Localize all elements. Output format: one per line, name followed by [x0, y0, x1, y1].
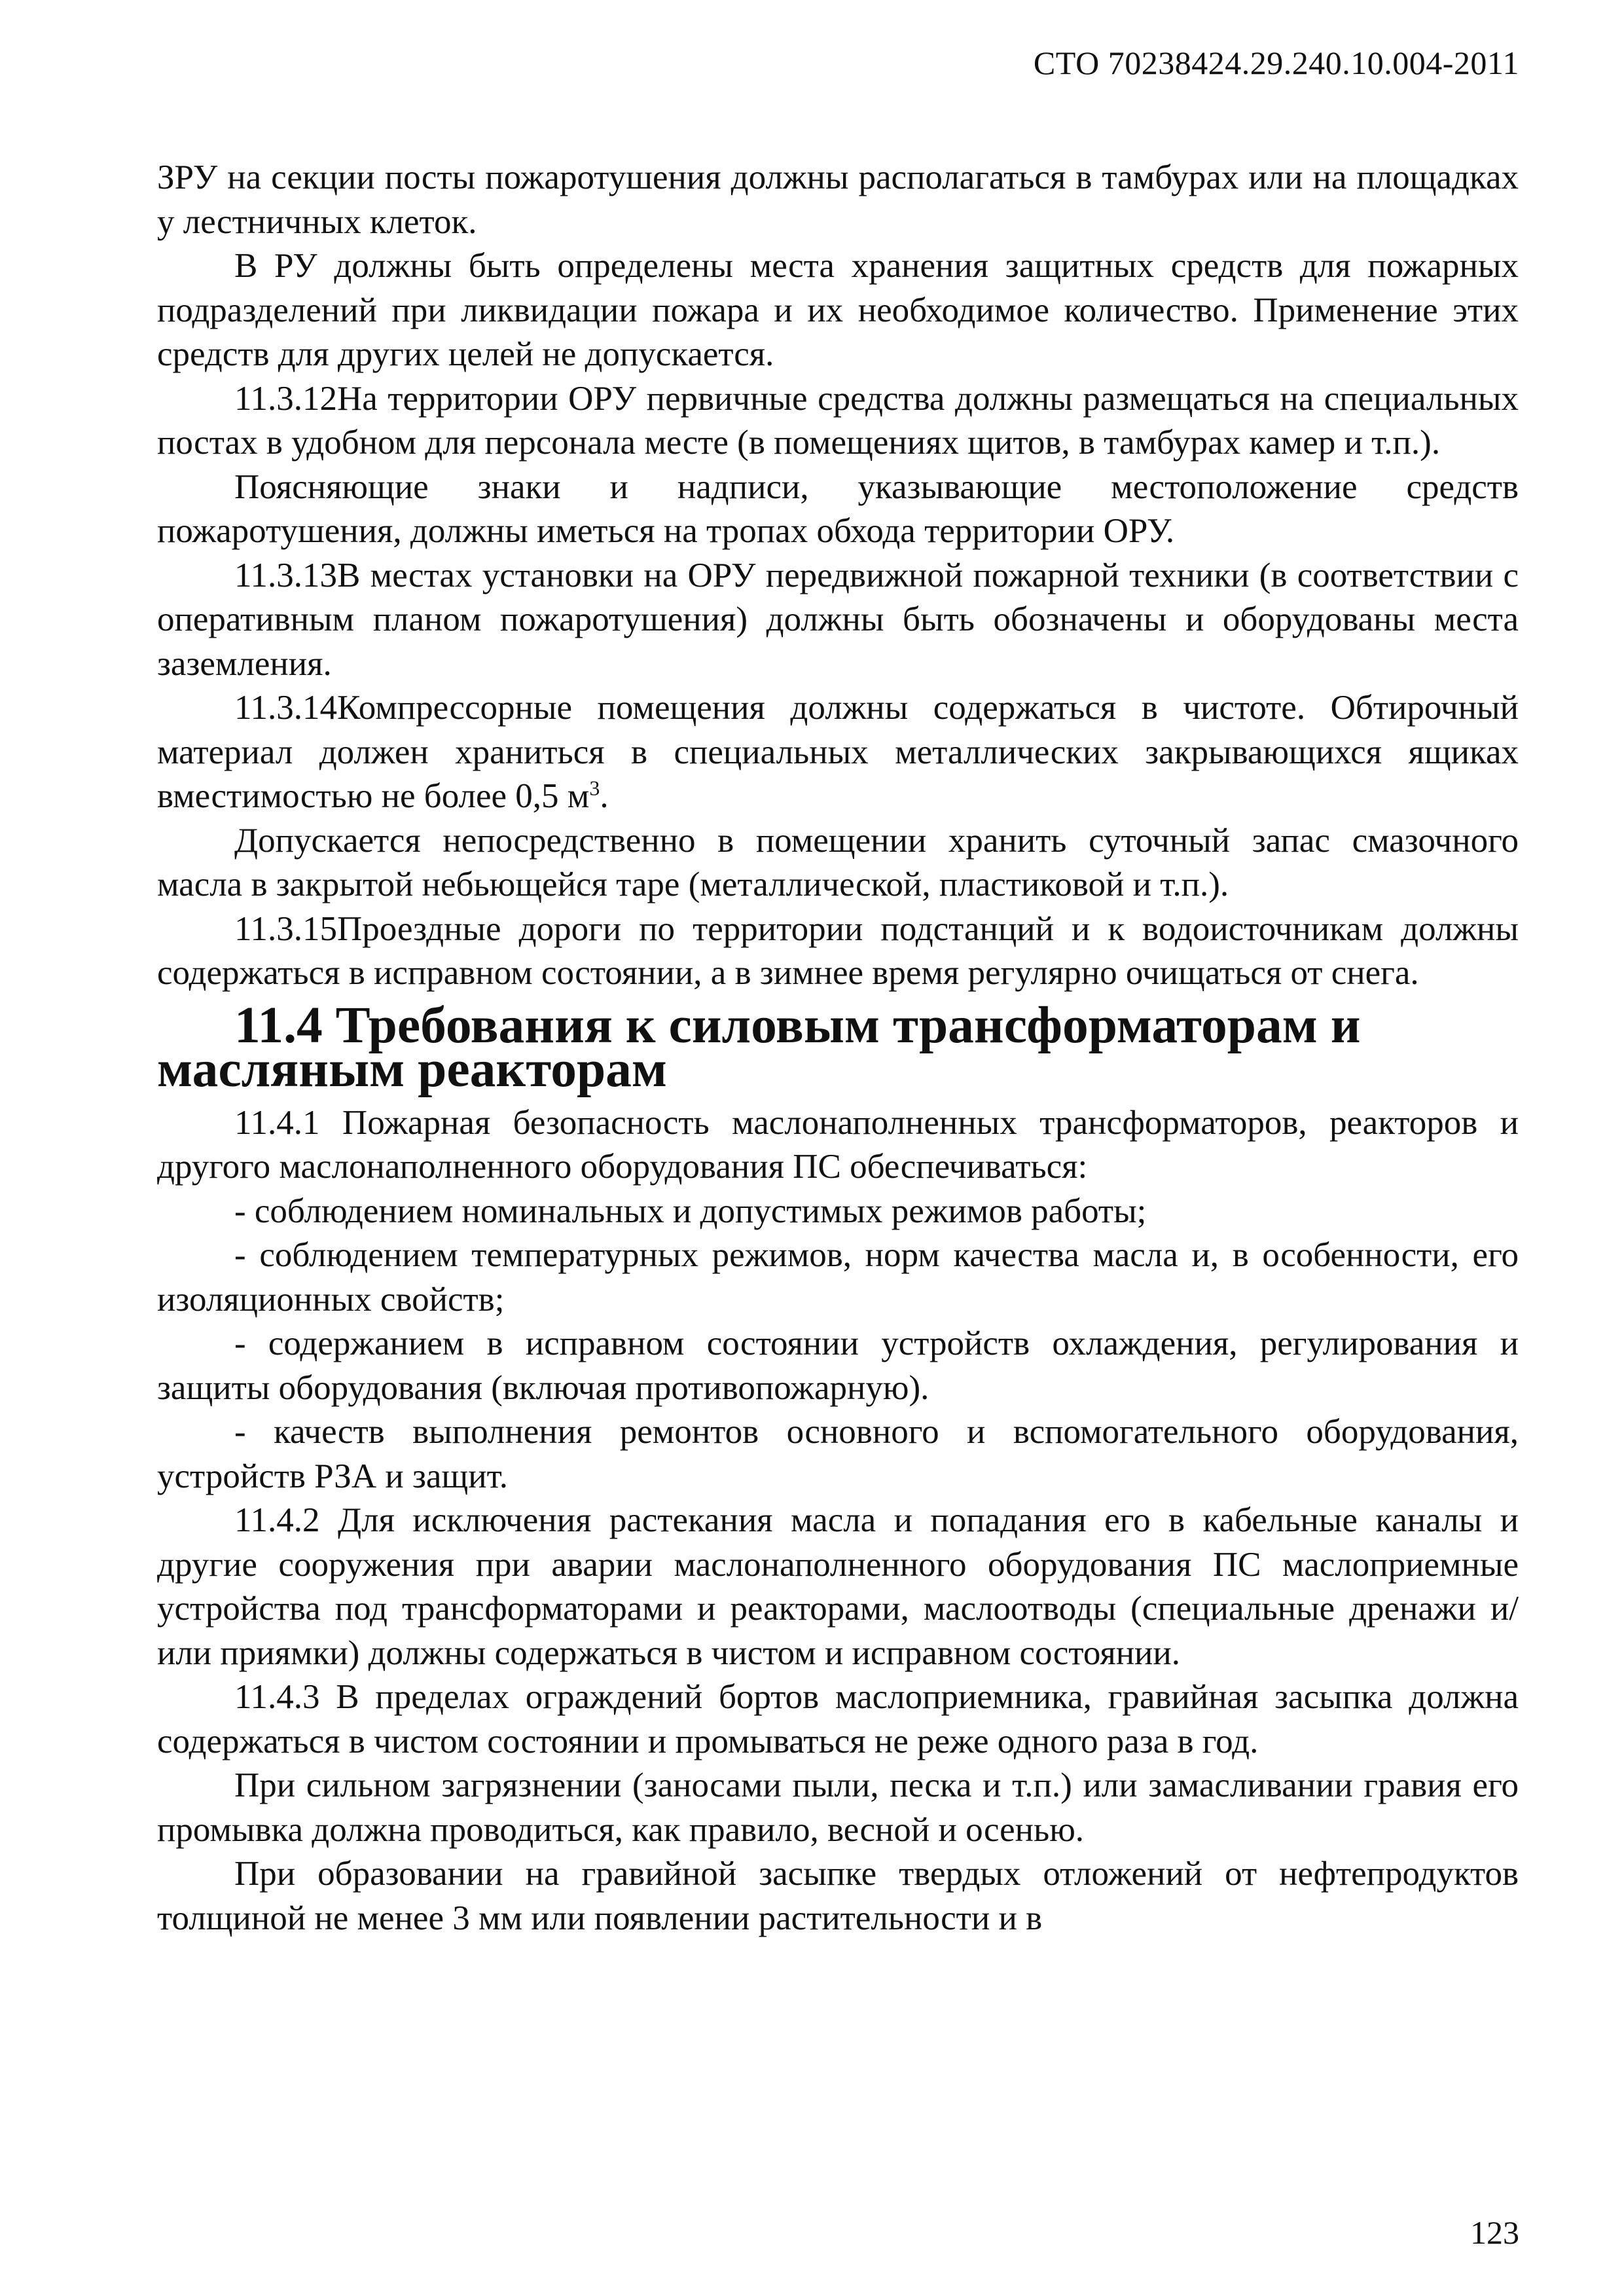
paragraph-11-4-3: 11.4.3 В пределах ограждений бортов маслоприемника, гравийная засыпка должна содержаться в чистом состоянии и промываться не реже одного раза в год.: [157, 1678, 1519, 1760]
paragraph-7: Допускается непосредственно в помещении хранить суточный запас смазочного масла в закрытой небьющейся таре (металлической, пластиковой и т.п.).: [157, 821, 1519, 903]
document-body: [157, 156, 1519, 1941]
paragraph-11-3-14: [157, 686, 1519, 819]
document-code-header: СТО 70238424.29.240.10.004-2011: [1033, 45, 1519, 81]
paragraph-gravel-cleaning: При сильном загрязнении (заносами пыли, песка и т.п.) или замасливании гравия его промывка должна проводиться, как правило, весной и осенью.: [157, 1766, 1519, 1849]
paragraph-11-4-2: 11.4.2 Для исключения растекания масла и попадания его в кабельные каналы и другие сооружения при аварии маслонаполненного оборудования ПС маслоприемные устройства под трансформаторами и реакторами, маслоотводы (специальные дренажи и/или приямки) должны содержаться в чистом и исправном состоянии.: [157, 1501, 1519, 1672]
section-heading-11-4: 11.4 Требования к силовым трансформаторам и масляным реакторам: [157, 996, 1361, 1098]
paragraph-deposits: При образовании на гравийной засыпке твердых отложений от нефтепродуктов толщиной не менее 3 мм или появлении растительности и в: [157, 1855, 1519, 1937]
paragraph-4: Поясняющие знаки и надписи, указывающие местоположение средств пожаротушения, должны иметься на тропах обхода территории ОРУ.: [157, 467, 1519, 550]
list-item-4: - качеств выполнения ремонтов основного и вспомогательного оборудования, устройств РЗА и защит.: [157, 1413, 1519, 1495]
superscript-exponent: 3: [589, 776, 600, 800]
list-item-1: - соблюдением номинальных и допустимых режимов работы;: [234, 1192, 1147, 1230]
paragraph-1: ЗРУ на секции посты пожаротушения должны располагаться в тамбурах или на площадках у лестничных клеток.: [157, 158, 1519, 241]
paragraph-2: В РУ должны быть определены места хранения защитных средств для пожарных подразделений при ликвидации пожара и их необходимое количество. Применение этих средств для других целей не допускается.: [157, 247, 1519, 373]
paragraph-11-4-1: 11.4.1 Пожарная безопасность маслонаполненных трансформаторов, реакторов и другого маслонаполненного оборудования ПС обеспечиваться:: [157, 1103, 1519, 1186]
paragraph-11-3-13: 11.3.13В местах установки на ОРУ передвижной пожарной техники (в соответствии с оперативным планом пожаротушения) должны быть обозначены и оборудованы места заземления.: [157, 556, 1519, 683]
list-item-2: - соблюдением температурных режимов, норм качества масла и, в особенности, его изоляционных свойств;: [157, 1236, 1519, 1319]
page-number: 123: [1470, 2214, 1519, 2251]
paragraph-11-3-15: 11.3.15Проездные дороги по территории подстанций и к водоисточникам должны содержаться в исправном состоянии, а в зимнее время регулярно очищаться от снега.: [157, 909, 1519, 992]
list-item-3: - содержанием в исправном состоянии устройств охлаждения, регулирования и защиты оборудования (включая противопожарную).: [157, 1324, 1519, 1407]
paragraph-11-3-12: 11.3.12На территории ОРУ первичные средства должны размещаться на специальных постах в удобном для персонала месте (в помещениях щитов, в тамбурах камер и т.п.).: [157, 379, 1519, 462]
paragraph-11-3-14-tail: .: [600, 777, 609, 815]
paragraph-11-3-14-text: 11.3.14Компрессорные помещения должны содержаться в чистоте. Обтирочный материал должен храниться в специальных металлических закрывающихся ящиках вместимостью не более 0,5 м: [157, 689, 1519, 815]
